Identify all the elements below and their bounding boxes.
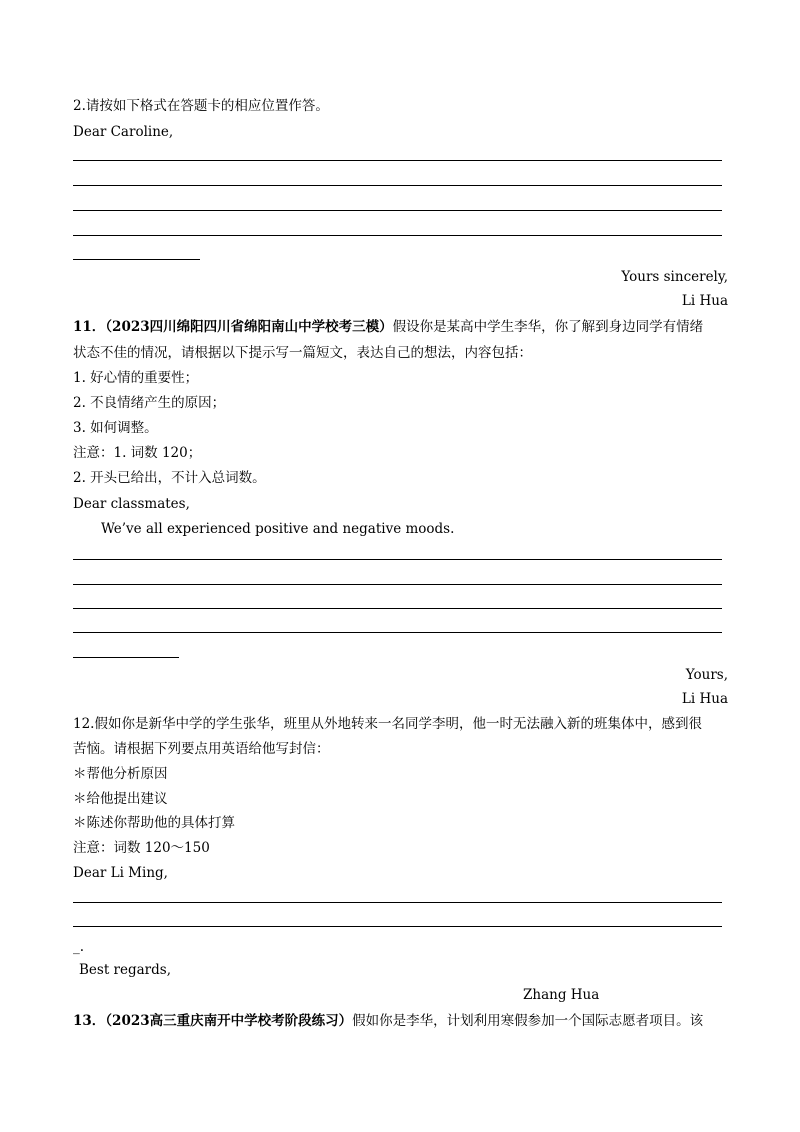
letter-opening: We’ve all experienced positive and negative moods. bbox=[101, 521, 455, 537]
letter-signature: Li Hua bbox=[681, 293, 728, 309]
content-point: ＊陈述你帮助他的具体打算 bbox=[73, 815, 235, 831]
letter-greeting: Dear classmates, bbox=[73, 496, 190, 512]
answer-line bbox=[73, 926, 722, 927]
answer-line bbox=[73, 632, 722, 633]
question-11-heading bbox=[73, 318, 703, 336]
question-prompt: 假设你是某高中学生李华，你了解到身边同学有情绪 bbox=[392, 319, 704, 335]
note-text: 注意：1. 词数 120； bbox=[73, 445, 202, 461]
answer-end-mark: _. bbox=[73, 939, 85, 955]
letter-greeting: Dear Caroline, bbox=[73, 124, 174, 140]
letter-closing: Yours, bbox=[685, 667, 728, 683]
question-13-heading bbox=[73, 1012, 703, 1030]
question-source: （2023高三重庆南开中学校考阶段练习） bbox=[105, 1013, 353, 1029]
letter-closing: Yours sincerely, bbox=[621, 269, 728, 285]
letter-closing: Best regards, bbox=[79, 962, 172, 978]
content-point: 1. 好心情的重要性； bbox=[73, 370, 199, 386]
answer-line bbox=[73, 559, 722, 560]
content-point: 3. 如何调整。 bbox=[73, 420, 158, 436]
content-point: ＊给他提出建议 bbox=[73, 791, 168, 807]
question-prompt-cont: 状态不佳的情况，请根据以下提示写一篇短文，表达自己的想法，内容包括： bbox=[73, 345, 532, 361]
question-number: 13． bbox=[73, 1013, 106, 1029]
answer-line-short bbox=[73, 657, 179, 658]
letter-greeting: Dear Li Ming, bbox=[73, 865, 168, 881]
answer-line bbox=[73, 160, 722, 161]
letter-signature: Zhang Hua bbox=[523, 987, 600, 1003]
question-prompt-cont: 苦恼。请根据下列要点用英语给他写封信： bbox=[73, 741, 330, 757]
answer-line-short bbox=[73, 259, 200, 260]
question-source: （2023四川绵阳四川省绵阳南山中学校考三模） bbox=[105, 319, 393, 335]
content-point: 2. 不良情绪产生的原因； bbox=[73, 395, 226, 411]
content-point: ＊帮他分析原因 bbox=[73, 766, 168, 782]
question-12-prompt: 12.假如你是新华中学的学生张华，班里从外地转来一名同学李明，他一时无法融入新的班集体中，感到很 bbox=[73, 716, 702, 732]
answer-line bbox=[73, 185, 722, 186]
answer-line bbox=[73, 902, 722, 903]
answer-line bbox=[73, 608, 722, 609]
note-text: 2. 开头已给出，不计入总词数。 bbox=[73, 470, 266, 486]
answer-line bbox=[73, 210, 722, 211]
instruction-text: 2.请按如下格式在答题卡的相应位置作答。 bbox=[73, 98, 329, 114]
answer-line bbox=[73, 584, 722, 585]
letter-signature: Li Hua bbox=[681, 691, 728, 707]
answer-line bbox=[73, 235, 722, 236]
question-number: 11． bbox=[73, 319, 106, 335]
note-text: 注意：词数 120～150 bbox=[73, 840, 210, 856]
question-prompt: 假如你是李华，计划利用寒假参加一个国际志愿者项目。该 bbox=[352, 1013, 704, 1029]
